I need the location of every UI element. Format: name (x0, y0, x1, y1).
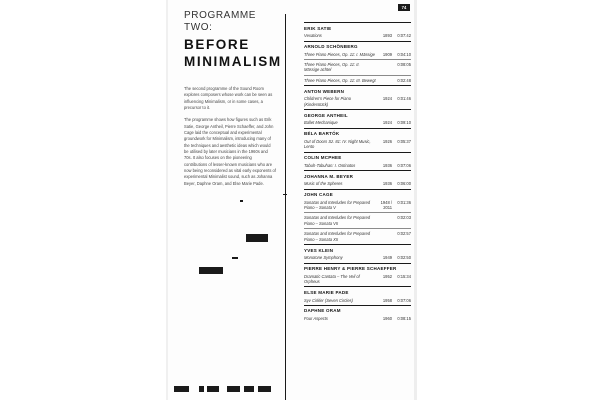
work-year: 1948 / 2011 (380, 199, 392, 211)
listing-entry (304, 152, 411, 171)
work-row (304, 253, 411, 262)
work-duration: 0:01:46 (397, 96, 411, 102)
work-year: 1936 (382, 162, 392, 168)
work-row (304, 137, 411, 152)
divider-tick (283, 194, 287, 195)
composer-name: JOHN CAGE (304, 192, 334, 198)
work-duration: 0:07:06 (397, 162, 411, 168)
work-year: 1893 (382, 33, 392, 39)
work-title: Sonatas and Interludes for Prepared Piano – Sonata V (304, 199, 370, 211)
graphic-block (240, 200, 243, 202)
work-title: Vexations (304, 33, 322, 39)
listing-entry (304, 128, 411, 152)
work-duration: 0:06:00 (397, 181, 411, 187)
work-year (376, 215, 392, 226)
programme-intro-column (184, 10, 282, 187)
work-row (304, 60, 411, 76)
listing-entry (304, 286, 411, 305)
work-row (304, 296, 411, 305)
work-year: 1924 (382, 120, 392, 126)
work-title: Four Aspects (304, 316, 328, 322)
graphic-block (246, 234, 268, 242)
work-row (304, 272, 411, 287)
work-duration: 0:02:50 (397, 255, 411, 261)
work-duration: 0:02:03 (397, 215, 411, 221)
listing-entry (304, 109, 411, 128)
work-row (304, 94, 411, 109)
graphic-block (258, 386, 271, 392)
graphic-block (227, 386, 240, 392)
work-title: Dramatic Cantata – The Veil of Orpheus (304, 273, 360, 285)
composer-name: BÉLA BARTÓK (304, 131, 340, 137)
composer-name: GEORGE ANTHEIL (304, 112, 348, 118)
composer-name: PIERRE HENRY & PIERRE SCHAEFFER (304, 266, 397, 272)
work-row (304, 213, 411, 229)
graphic-block (174, 386, 189, 392)
listing-entry (304, 244, 411, 263)
work-row (304, 118, 411, 127)
work-row (304, 179, 411, 188)
graphic-block (199, 386, 204, 392)
work-title: Three Piano Pieces, Op. 11: I. Mässige (304, 51, 375, 57)
track-listing (304, 22, 411, 323)
work-duration: 0:08:15 (397, 316, 411, 322)
intro-paragraph: The programme shows how figures such as Erik Satie, George Antheil, Pierre Schaeffer, and John Cage laid the conceptual and experimental groundwork for Minimalism, introducing many of the techniques and aesthetic ideas which would be utilised by later musicians in the 1960s and 70s. It also focuses on the pioneering contributions of lesser-known musicians who are now being reconsidered as vital early exponents of experimental Minimalist sound, such as Johanna Beyer, Daphne Oram, and Else Marie Pade. (184, 117, 276, 186)
work-title: Sonatas and Interludes for Prepared Piano – Sonata VII (304, 215, 370, 226)
composer-name: ANTON WEBERN (304, 88, 345, 94)
work-title: Music of the Spheres (304, 181, 343, 187)
programme-intro (184, 86, 276, 187)
listing-entry (304, 263, 411, 287)
work-duration: 0:07:06 (397, 297, 411, 303)
composer-name: DAPHNE ORAM (304, 308, 341, 314)
work-year (376, 62, 392, 73)
work-year: 1909 (382, 51, 392, 57)
work-year: 1924 (382, 96, 392, 102)
page-number: 74 (398, 4, 410, 11)
work-title: Monotone Symphony (304, 255, 343, 261)
work-duration: 0:05:37 (397, 138, 411, 144)
work-row (304, 76, 411, 85)
graphic-block (244, 386, 254, 392)
intro-paragraph: The second programme of the Sound Room explores composers whose work can be seen as influencing Minimalism, or in some cases, a precursor to it. (184, 86, 273, 111)
listing-entry (304, 170, 411, 189)
listing-entry (304, 41, 411, 86)
listing-entry (304, 189, 411, 245)
work-row (304, 198, 411, 214)
work-row (304, 229, 411, 244)
work-duration: 0:02:48 (397, 77, 411, 83)
work-year: 1926 (382, 138, 392, 144)
listing-entry (304, 85, 411, 109)
composer-name: COLIN MCPHEE (304, 155, 342, 161)
composer-name: ERIK SATIE (304, 25, 332, 31)
work-year (376, 78, 392, 83)
work-title: Three Piano Pieces, Op. 11: III. Bewegt (304, 77, 376, 83)
graphic-block (232, 257, 238, 259)
work-duration: 0:01:36 (397, 199, 411, 205)
work-year: 1958 (382, 297, 392, 303)
work-duration: 0:08:05 (397, 62, 411, 67)
work-title: Out of Doors Sz. 81: IV. Night Music, Lento (304, 138, 371, 150)
work-duration: 0:07:42 (397, 33, 411, 39)
work-title: Three Piano Pieces, Op. 11: II. Mässige achtel (304, 62, 360, 73)
work-year: 1952 (382, 273, 392, 279)
work-title: Sonatas and Interludes for Prepared Piano – Sonata XII (304, 231, 370, 242)
work-year (376, 231, 392, 242)
listing-entry (304, 22, 411, 41)
work-row (304, 161, 411, 170)
work-row (304, 50, 411, 60)
work-title: Children's Piece for Piano (Kinderstück) (304, 96, 351, 107)
graphic-block (207, 386, 219, 392)
work-title: Tabuh-Tabuhan: I. Ostinatos (304, 162, 356, 168)
listing-entry (304, 305, 411, 324)
composer-name: ELSE MARIE PADE (304, 289, 349, 295)
work-year: 1936 (382, 181, 392, 187)
work-duration: 0:15:34 (397, 273, 411, 279)
column-divider (285, 14, 286, 400)
page-edge-right (414, 0, 417, 400)
programme-label: PROGRAMME TWO: (184, 10, 257, 33)
composer-name: ARNOLD SCHÖNBERG (304, 44, 358, 49)
work-year: 1960 (382, 316, 392, 322)
work-duration: 0:04:10 (397, 51, 411, 57)
work-title: Syv Cirkler (Seven Circles) (304, 297, 353, 303)
work-duration: 0:09:10 (397, 120, 411, 126)
composer-name: YVES KLEIN (304, 247, 334, 253)
work-year: 1949 (382, 255, 392, 261)
graphic-block (199, 267, 223, 274)
composer-name: JOHANNA M. BEYER (304, 173, 354, 179)
programme-title: BEFORE MINIMALISM (184, 37, 282, 69)
work-duration: 0:02:57 (397, 231, 411, 237)
work-title: Ballet Mechanique (304, 120, 338, 126)
work-row (304, 314, 411, 323)
work-row (304, 31, 411, 40)
